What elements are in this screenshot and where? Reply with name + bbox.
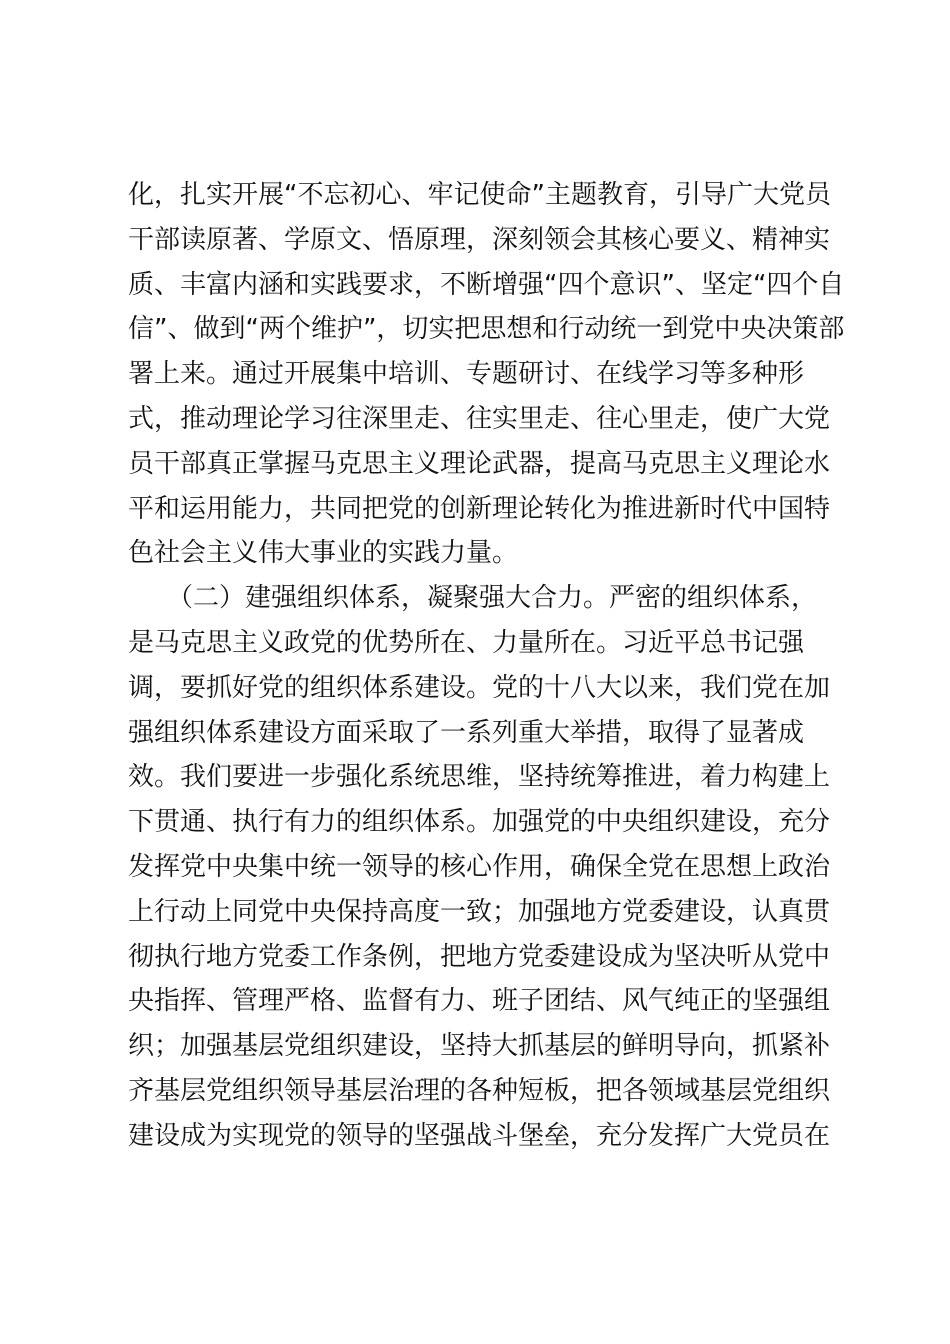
body-text bbox=[128, 173, 848, 1159]
text-line: 建设成为实现党的领导的坚强战斗堡垒，充分发挥广大党员在 bbox=[128, 1120, 831, 1151]
text-line: 齐基层党组织领导基层治理的各种短板，把各领域基层党组织 bbox=[128, 1075, 831, 1106]
text-line: 发挥党中央集中统一领导的核心作用，确保全党在思想上政治 bbox=[128, 851, 831, 882]
text-line: 署上来。通过开展集中培训、专题研讨、在线学习等多种形 bbox=[128, 359, 805, 390]
text-line: 式，推动理论学习往深里走、往实里走、往心里走，使广大党 bbox=[128, 403, 831, 434]
text-line: 干部读原著、学原文、悟原理，深刻领会其核心要义、精神实 bbox=[128, 224, 831, 255]
text-line: 化，扎实开展“不忘初心、牢记使命”主题教育，引导广大党员 bbox=[128, 180, 831, 210]
text-line: 色社会主义伟大事业的实践力量。 bbox=[128, 538, 519, 569]
text-line: 平和运用能力，共同把党的创新理论转化为推进新时代中国特 bbox=[128, 493, 831, 524]
text-line: 信”、做到“两个维护”，切实把思想和行动统一到党中央决策部 bbox=[128, 314, 845, 345]
text-line: 央指挥、管理严格、监督有力、班子团结、风气纯正的坚强组 bbox=[128, 986, 831, 1017]
text-line: 是马克思主义政党的优势所在、力量所在。习近平总书记强 bbox=[128, 627, 805, 658]
text-line: 员干部真正掌握马克思主义理论武器，提高马克思主义理论水 bbox=[128, 448, 831, 479]
text-line: 强组织体系建设方面采取了一系列重大举措，取得了显著成 bbox=[128, 717, 805, 748]
text-line: 效。我们要进一步强化系统思维，坚持统筹推进，着力构建上 bbox=[128, 762, 831, 793]
section-heading-line: （二）建强组织体系，凝聚强大合力。严密的组织体系， bbox=[128, 583, 818, 614]
text-line: 织；加强基层党组织建设，坚持大抓基层的鲜明导向，抓紧补 bbox=[128, 1031, 831, 1062]
text-line: 上行动上同党中央保持高度一致；加强地方党委建设，认真贯 bbox=[128, 896, 831, 927]
text-line: 质、丰富内涵和实践要求，不断增强“四个意识”、坚定“四个自 bbox=[128, 269, 845, 300]
text-line: 下贯通、执行有力的组织体系。加强党的中央组织建设，充分 bbox=[128, 807, 831, 838]
text-line: 调，要抓好党的组织体系建设。党的十八大以来，我们党在加 bbox=[128, 672, 831, 703]
text-line: 彻执行地方党委工作条例，把地方党委建设成为坚决听从党中 bbox=[128, 941, 831, 972]
